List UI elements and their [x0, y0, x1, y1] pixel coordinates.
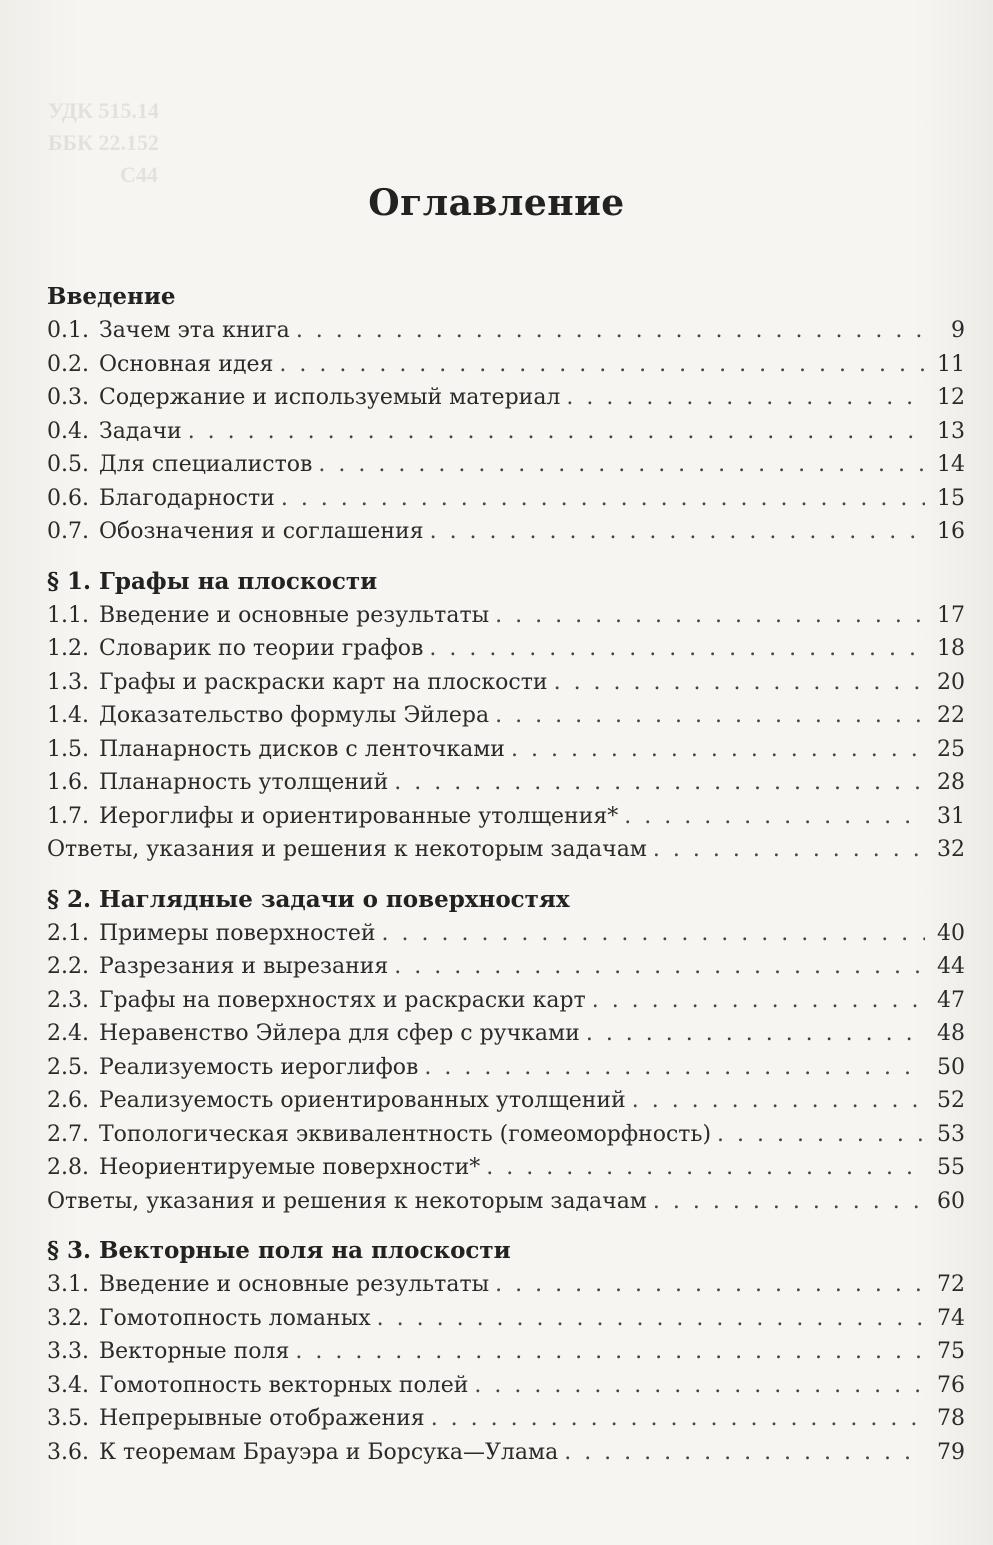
entry-number: 0.7. [47, 519, 89, 544]
entry-title: Гомотопность ломаных [98, 1305, 371, 1331]
entry-number: 0.3. [47, 385, 89, 410]
entry-title: Зачем эта книга [98, 318, 290, 343]
toc-entry[interactable] [47, 1185, 965, 1219]
section-heading: Введение [47, 283, 176, 310]
entry-page-number: 14 [937, 452, 965, 477]
toc-entry[interactable] [47, 1268, 965, 1302]
entry-title: Введение и основные результаты [98, 1272, 490, 1297]
entry-page-number: 28 [937, 770, 965, 795]
toc-section [47, 1234, 965, 1469]
dot-leader [474, 1369, 925, 1403]
entry-title: Введение и основные результаты [98, 602, 490, 628]
dot-leader [624, 800, 925, 834]
entry-number: 0.4. [47, 418, 89, 444]
toc-entry[interactable] [47, 984, 965, 1018]
section-heading: § 1. Графы на плоскости [47, 567, 378, 595]
entry-title: Для специалистов [98, 452, 313, 477]
entry-number: 2.5. [47, 1054, 89, 1080]
entry-number: 2.1. [47, 920, 89, 946]
entry-page-number: 40 [937, 920, 965, 946]
entry-number: 0.6. [47, 485, 89, 511]
entry-number: 3.4. [47, 1372, 89, 1398]
entry-title: Реализуемость иероглифов [98, 1054, 419, 1080]
dot-leader [394, 950, 925, 984]
entry-title: Доказательство формулы Эйлера [98, 703, 490, 728]
toc-entry[interactable] [47, 1051, 965, 1085]
entry-title: Разрезания и вырезания [98, 954, 389, 979]
dot-leader [318, 448, 925, 482]
toc-entry[interactable] [47, 348, 965, 382]
entry-number: 2.6. [47, 1088, 89, 1113]
toc-section [47, 565, 965, 867]
dot-leader [296, 314, 925, 348]
entry-number: 0.5. [47, 452, 89, 477]
toc-entry[interactable] [47, 733, 965, 767]
toc-entry[interactable] [47, 699, 965, 733]
entry-page-number: 50 [937, 1054, 965, 1080]
entry-number: 3.3. [47, 1339, 89, 1364]
entry-title: К теоремам Брауэра и Борсука—Улама [98, 1439, 559, 1465]
entry-number: 3.6. [47, 1439, 89, 1465]
toc-entry[interactable] [47, 1151, 965, 1185]
toc-entry[interactable] [47, 950, 965, 984]
toc-entry[interactable] [47, 800, 965, 834]
toc-entry[interactable] [47, 1402, 965, 1436]
dot-leader [486, 1151, 925, 1185]
entry-number: 1.4. [47, 703, 89, 728]
entry-title: Гомотопность векторных полей [98, 1372, 469, 1398]
dot-leader [586, 1017, 925, 1051]
toc-entry[interactable] [47, 833, 965, 867]
entry-page-number: 74 [937, 1305, 965, 1331]
entry-number: 2.2. [47, 954, 89, 979]
entry-page-number: 75 [937, 1339, 965, 1364]
toc-entry[interactable] [47, 1302, 965, 1336]
entry-page-number: 44 [937, 954, 965, 979]
entry-page-number: 52 [937, 1088, 965, 1113]
entry-title: Векторные поля [98, 1339, 290, 1364]
entry-title: Неориентируемые поверхности* [98, 1155, 481, 1180]
entry-title: Планарность дисков с ленточками [98, 736, 505, 762]
entry-number: 2.4. [47, 1021, 89, 1046]
dot-leader [592, 984, 925, 1018]
dot-leader [554, 666, 925, 700]
entry-title: Графы и раскраски карт на плоскости [98, 669, 548, 695]
dot-leader [424, 1051, 925, 1085]
toc-entry[interactable] [47, 1369, 965, 1403]
dot-leader [281, 482, 925, 516]
entry-title: Благодарности [98, 485, 275, 511]
entry-number: 3.1. [47, 1272, 89, 1297]
entry-number: 2.3. [47, 987, 89, 1013]
entry-page-number: 13 [937, 418, 965, 444]
entry-page-number: 32 [937, 837, 965, 862]
entry-page-number: 48 [937, 1021, 965, 1046]
entry-page-number: 53 [937, 1121, 965, 1147]
entry-title: Графы на поверхностях и раскраски карт [98, 987, 586, 1013]
bbk-code: ББК 22.152 [48, 130, 160, 155]
toc-entry[interactable] [47, 917, 965, 951]
dot-leader [295, 1335, 925, 1369]
entry-page-number: 76 [937, 1372, 965, 1398]
dot-leader [717, 1118, 925, 1152]
dot-leader [279, 348, 925, 382]
entry-title: Топологическая эквивалентность (гомеоморфность) [98, 1121, 712, 1147]
entry-title: Неравенство Эйлера для сфер с ручками [98, 1021, 580, 1046]
toc-entry[interactable] [47, 766, 965, 800]
entry-title: Содержание и используемый материал [98, 385, 561, 410]
dot-leader [429, 632, 925, 666]
author-mark: С44 [120, 162, 158, 187]
bleed-through-text [48, 95, 159, 191]
entry-page-number: 25 [937, 736, 965, 762]
entry-title: Ответы, указания и решения к некоторым задачам [47, 837, 647, 862]
entry-title: Непрерывные отображения [98, 1406, 425, 1431]
dot-leader [382, 917, 925, 951]
entry-title: Примеры поверхностей [98, 920, 376, 946]
entry-number: 1.1. [47, 602, 89, 628]
entry-number: 3.5. [47, 1406, 89, 1431]
entry-page-number: 18 [937, 636, 965, 661]
dot-leader [564, 1436, 925, 1470]
section-heading: § 3. Векторные поля на плоскости [47, 1237, 511, 1264]
toc-entry[interactable] [47, 1017, 965, 1051]
dot-leader [495, 599, 925, 633]
entry-number: 1.7. [47, 803, 89, 829]
dot-leader [430, 515, 925, 549]
dot-leader [566, 381, 925, 415]
entry-number: 0.1. [47, 318, 89, 343]
entry-page-number: 55 [937, 1155, 965, 1180]
entry-number: 0.2. [47, 351, 89, 377]
entry-page-number: 11 [937, 351, 965, 377]
entry-title: Основная идея [98, 351, 274, 377]
dot-leader [653, 1185, 925, 1219]
entry-number: 2.8. [47, 1155, 89, 1180]
entry-title: Словарик по теории графов [98, 636, 424, 661]
dot-leader [394, 766, 925, 800]
entry-page-number: 9 [951, 318, 965, 343]
entry-page-number: 22 [937, 703, 965, 728]
entry-title: Иероглифы и ориентированные утолщения* [98, 803, 619, 829]
entry-number: 1.5. [47, 736, 89, 762]
table-of-contents [47, 280, 965, 1469]
toc-entry[interactable] [47, 1436, 965, 1470]
entry-title: Планарность утолщений [98, 770, 389, 795]
entry-page-number: 47 [937, 987, 965, 1013]
entry-title: Ответы, указания и решения к некоторым задачам [47, 1188, 647, 1214]
entry-number: 3.2. [47, 1305, 89, 1331]
entry-title: Реализуемость ориентированных утолщений [98, 1088, 626, 1113]
dot-leader [495, 699, 925, 733]
entry-page-number: 31 [937, 803, 965, 829]
entry-page-number: 20 [937, 669, 965, 695]
dot-leader [377, 1302, 925, 1336]
toc-entry[interactable] [47, 1118, 965, 1152]
entry-title: Обозначения и соглашения [98, 519, 424, 544]
dot-leader [431, 1402, 925, 1436]
toc-entry[interactable] [47, 1335, 965, 1369]
dot-leader [653, 833, 925, 867]
toc-section [47, 883, 965, 1219]
toc-entry[interactable] [47, 599, 965, 633]
dot-leader [511, 733, 925, 767]
entry-number: 1.3. [47, 669, 89, 695]
udk-code: УДК 515.14 [48, 98, 160, 123]
entry-number: 1.2. [47, 636, 89, 661]
entry-number: 2.7. [47, 1121, 89, 1147]
entry-page-number: 72 [937, 1272, 965, 1297]
entry-page-number: 78 [937, 1406, 965, 1431]
toc-entry[interactable] [47, 515, 965, 549]
dot-leader [495, 1268, 925, 1302]
dot-leader [188, 415, 925, 449]
toc-entry[interactable] [47, 448, 965, 482]
toc-entry[interactable] [47, 482, 965, 516]
entry-title: Задачи [98, 418, 182, 444]
toc-entry[interactable] [47, 314, 965, 348]
entry-page-number: 60 [937, 1188, 965, 1214]
toc-section [47, 280, 965, 549]
section-heading: § 2. Наглядные задачи о поверхностях [47, 885, 570, 913]
entry-page-number: 15 [937, 485, 965, 511]
toc-entry[interactable] [47, 381, 965, 415]
toc-entry[interactable] [47, 666, 965, 700]
entry-number: 1.6. [47, 770, 89, 795]
page-title: Оглавление [368, 182, 625, 224]
toc-entry[interactable] [47, 1084, 965, 1118]
toc-entry[interactable] [47, 632, 965, 666]
dot-leader [632, 1084, 925, 1118]
toc-entry[interactable] [47, 415, 965, 449]
entry-page-number: 17 [937, 602, 965, 628]
entry-page-number: 79 [937, 1439, 965, 1465]
entry-page-number: 16 [937, 519, 965, 544]
entry-page-number: 12 [937, 385, 965, 410]
